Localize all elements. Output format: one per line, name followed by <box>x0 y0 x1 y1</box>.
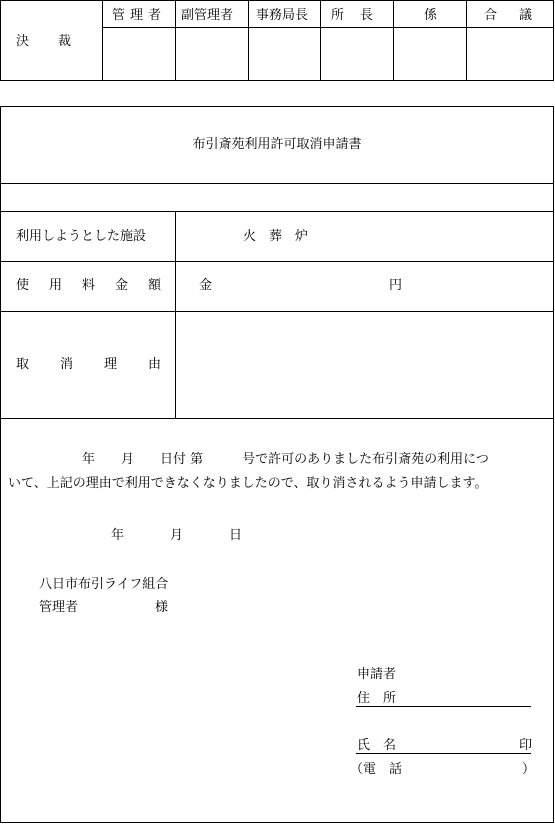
approval-col-manager: 管理者 <box>112 8 167 23</box>
statement-line-2: いて、上記の理由で利用できなくなりましたので、取り消されるよう申請します。 <box>8 476 488 491</box>
date-day: 日 <box>229 528 243 543</box>
applicant-phone-label: （電 話 <box>350 762 403 777</box>
approval-col-secretary-general: 事務局長 <box>256 8 309 23</box>
facility-label: 利用しようとした施設 <box>16 229 147 244</box>
approval-col-staff: 係 <box>424 8 438 23</box>
approval-label: 決 裁 <box>16 34 80 49</box>
recipient-title: 管理者 <box>39 600 79 615</box>
approval-col-consultation: 合議 <box>484 8 555 23</box>
applicant-address-line <box>356 706 531 707</box>
applicant-phone-close: ） <box>522 762 536 777</box>
facility-value: 火 葬 炉 <box>243 229 309 244</box>
recipient-org: 八日市布引ライフ組合 <box>39 577 169 592</box>
date-year: 年 <box>111 528 125 543</box>
fee-amount-prefix: 金 <box>199 278 213 293</box>
applicant-heading: 申請者 <box>357 667 397 682</box>
applicant-name-line <box>356 753 531 754</box>
cancel-reason-label: 取消理由 <box>16 357 193 372</box>
applicant-seal-mark: 印 <box>519 738 533 753</box>
recipient-honorific: 様 <box>155 600 169 615</box>
statement-line-1: 年 月 日付 第 号で許可のありました布引斎苑の利用につ <box>82 452 489 467</box>
approval-col-deputy-manager: 副管理者 <box>181 8 234 23</box>
applicant-name-label: 氏 名 <box>357 738 397 753</box>
fee-amount-label: 使用料金額 <box>16 278 182 293</box>
date-month: 月 <box>170 528 184 543</box>
form-title: 布引斎苑利用許可取消申請書 <box>192 137 362 152</box>
approval-col-director: 所長 <box>331 8 390 23</box>
applicant-address-label: 住 所 <box>357 691 397 706</box>
fee-amount-suffix: 円 <box>389 278 403 293</box>
